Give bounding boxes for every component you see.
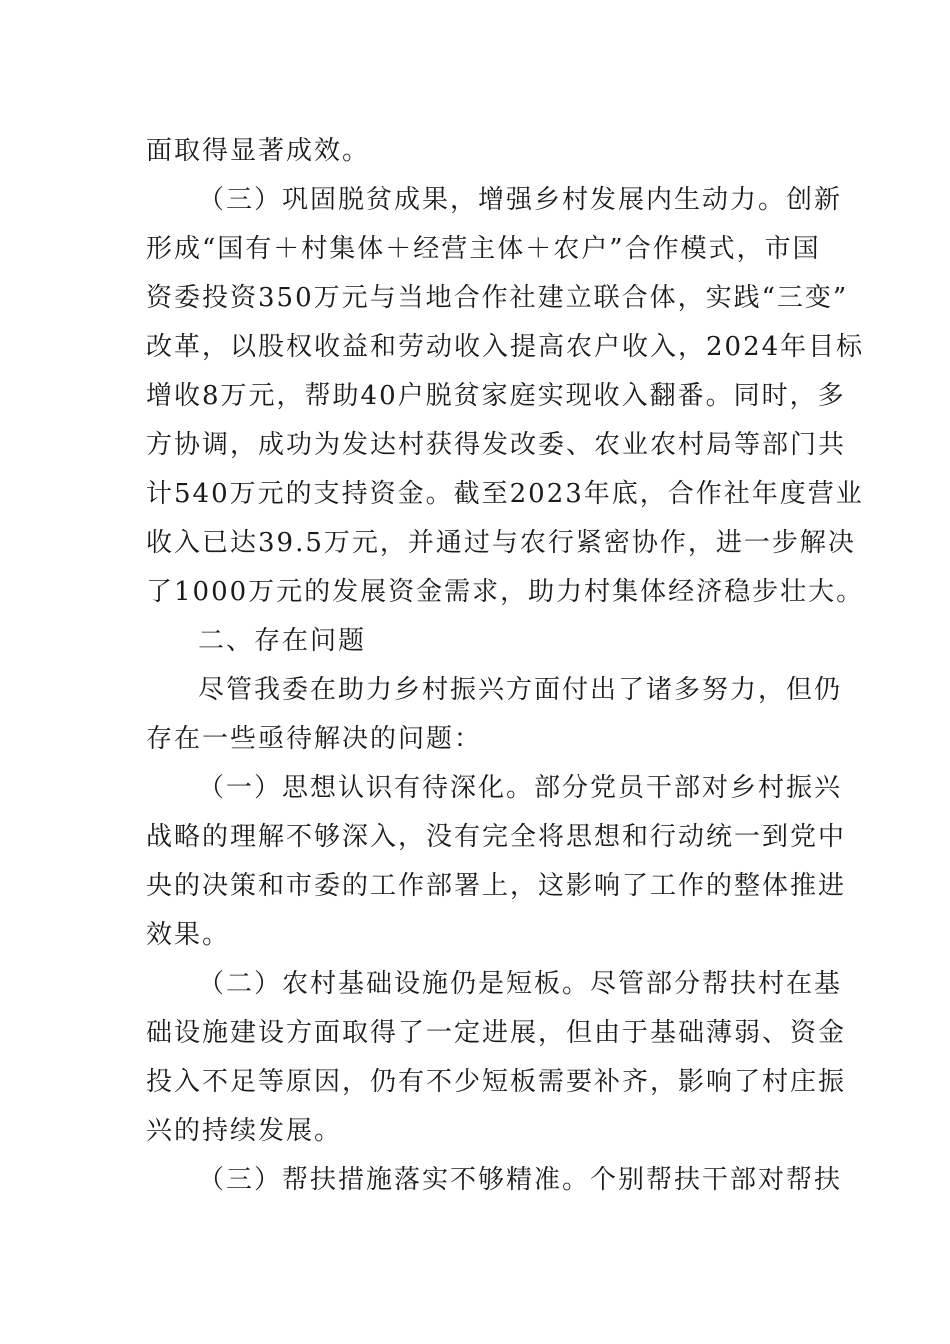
text-line: 计540万元的支持资金。截至2023年底，合作社年度营业 [146,479,864,509]
text-line: （二）农村基础设施仍是短板。尽管部分帮扶村在基 [198,969,843,999]
text-line: 央的决策和市委的工作部署上，这影响了工作的整体推进 [146,871,847,901]
text-line: 增收8万元，帮助40户脱贫家庭实现收入翻番。同时，多 [146,381,846,411]
text-line: 了1000万元的发展资金需求，助力村集体经济稳步壮大。 [146,577,865,607]
text-line: 尽管我委在助力乡村振兴方面付出了诸多努力，但仍 [198,675,843,705]
text-line: 资委投资350万元与当地合作社建立联合体，实践“三变” [146,283,849,313]
text-line: 面取得显著成效。 [146,136,371,166]
text-line: 兴的持续发展。 [146,1116,343,1146]
text-line: 效果。 [146,920,231,950]
text-line: 形成“国有＋村集体＋经营主体＋农户”合作模式，市国 [146,234,821,264]
text-line: 收入已达39.5万元，并通过与农行紧密协作，进一步解决 [146,528,856,558]
document-body [146,127,865,1205]
text-line: （三）巩固脱贫成果，增强乡村发展内生动力。创新 [198,185,843,215]
text-line: 存在一些亟待解决的问题： [146,724,483,754]
text-line: （一）思想认识有待深化。部分党员干部对乡村振兴 [198,773,843,803]
text-line: 改革，以股权收益和劳动收入提高农户收入，2024年目标 [146,332,865,362]
text-line: 础设施建设方面取得了一定进展，但由于基础薄弱、资金 [146,1018,847,1048]
text-line: 投入不足等原因，仍有不少短板需要补齐，影响了村庄振 [146,1067,847,1097]
text-line: 战略的理解不够深入，没有完全将思想和行动统一到党中 [146,822,847,852]
text-line: （三）帮扶措施落实不够精准。个别帮扶干部对帮扶 [198,1165,843,1195]
section-heading: 二、存在问题 [198,626,367,656]
text-line: 方协调，成功为发达村获得发改委、农业农村局等部门共 [146,430,847,460]
